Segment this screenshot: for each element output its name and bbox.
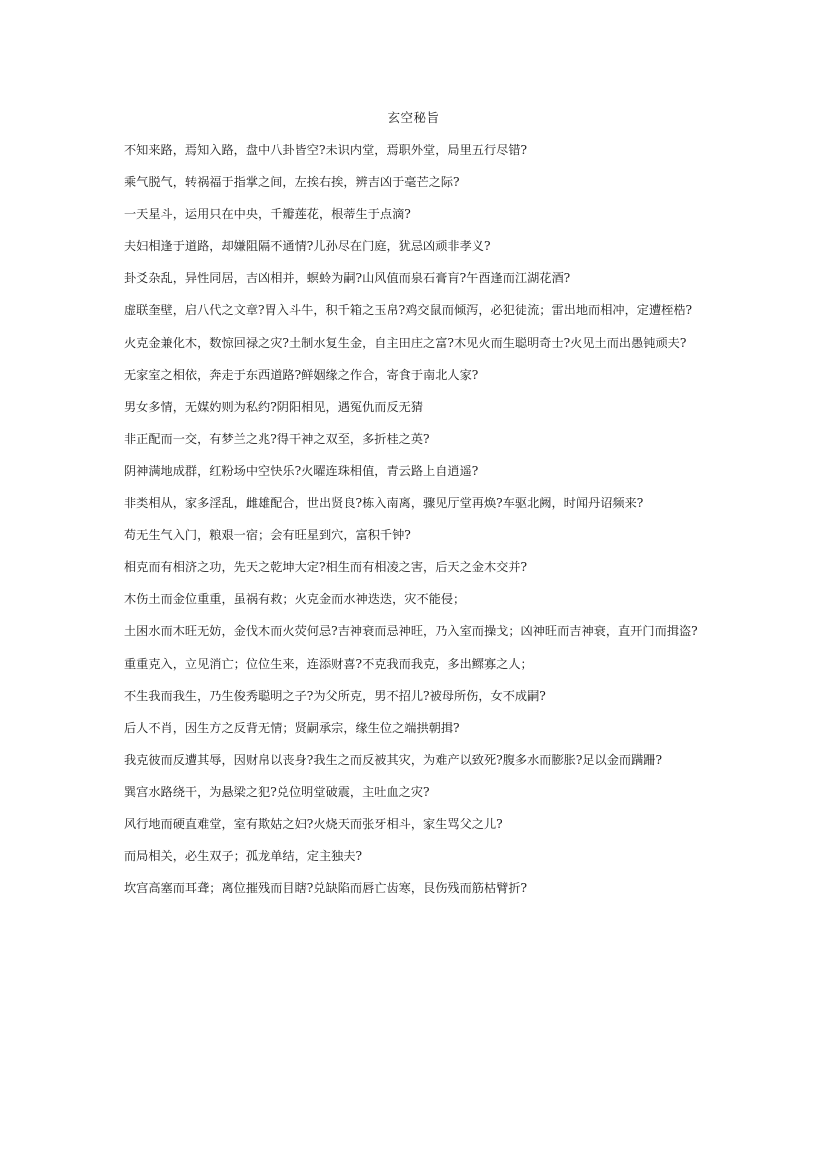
text-body bbox=[124, 134, 724, 904]
text-line: 阴神满地成群，红粉场中空快乐?火曜连珠相值，青云路上自逍遥? bbox=[124, 463, 479, 478]
text-line: 我克彼而反遭其辱，因财帛以丧身?我生之而反被其灾，为难产以致死?腹多水而膨胀?足以金而蹒跚? bbox=[124, 752, 663, 767]
text-line: 一天星斗，运用只在中央，千瓣莲花，根蒂生于点滴? bbox=[124, 207, 411, 222]
text-line: 后人不肖，因生方之反背无情；贤嗣承宗，缘生位之端拱朝揖? bbox=[124, 720, 460, 735]
text-line: 苟无生气入门，粮艰一宿；会有旺星到穴，富积千钟? bbox=[124, 528, 411, 543]
text-line: 男女多情，无媒妁则为私约?阴阳相见，遇冤仇而反无猜 bbox=[124, 399, 424, 414]
text-line: 非正配而一交，有梦兰之兆?得干神之双至，多折桂之英? bbox=[124, 431, 430, 446]
text-line: 巽宫水路绕干，为悬梁之犯?兑位明堂破震，主吐血之灾? bbox=[124, 784, 430, 799]
text-line: 坎宫高塞而耳聋；离位摧残而目瞎?兑缺陷而唇亡齿寒，艮伤残而筋枯臂折? bbox=[124, 881, 528, 896]
text-line: 不生我而我生，乃生俊秀聪明之子?为父所克，男不招儿?被母所伤，女不成嗣? bbox=[124, 688, 546, 703]
text-line: 卦爻杂乱，异性同居，吉凶相并，螟蛉为嗣?山风值而泉石膏肓?午酉逢而江湖花酒? bbox=[124, 271, 571, 286]
text-line: 木伤土而金位重重，虽祸有救；火克金而水神迭迭，灾不能侵； bbox=[124, 592, 466, 607]
text-line: 重重克入，立见消亡；位位生来，连添财喜?不克我而我克，多出鳏寡之人； bbox=[124, 656, 533, 671]
text-line: 非类相从，家多淫乱，雌雄配合，世出贤良?栋入南离，骤见厅堂再焕?车驱北阙，时闻丹诏频来? bbox=[124, 496, 644, 511]
text-line: 而局相关，必生双子；孤龙单结，定主独夫? bbox=[124, 849, 363, 864]
text-line: 乘气脱气，转祸福于指掌之间，左挨右挨，辨吉凶于毫芒之际? bbox=[124, 175, 460, 190]
text-line: 不知来路，焉知入路，盘中八卦皆空?未识内堂，焉职外堂，局里五行尽错? bbox=[124, 143, 528, 157]
text-line: 虚联奎壁，启八代之文章?胃入斗牛，积千箱之玉帛?鸡交鼠而倾泻，必犯徒流；雷出地而相冲，定遭桎梏? bbox=[124, 303, 693, 318]
document-title: 玄空秘旨 bbox=[387, 110, 440, 125]
text-line: 夫妇相逢于道路，却嫌阻隔不通情?儿孙尽在门庭，犹忌凶顽非孝义? bbox=[124, 239, 491, 254]
text-line: 火克金兼化木，数惊回禄之灾?土制水复生金，自主田庄之富?木见火而生聪明奇士?火见土而出愚钝顽夫? bbox=[124, 335, 687, 350]
text-line: 土困水而木旺无妨，金伐木而火荧何忌?吉神衰而忌神旺，乃入室而操戈；凶神旺而吉神衰，直开门而揖盗? bbox=[124, 624, 698, 639]
text-line: 无家室之相依，奔走于东西道路?鲜姻缘之作合，寄食于南北人家? bbox=[124, 367, 479, 382]
text-line: 相克而有相济之功，先天之乾坤大定?相生而有相凌之害，后天之金木交并? bbox=[124, 560, 528, 575]
text-line: 风行地而硬直难堂，室有欺姑之妇?火烧天而张牙相斗，家生骂父之儿? bbox=[124, 816, 503, 831]
